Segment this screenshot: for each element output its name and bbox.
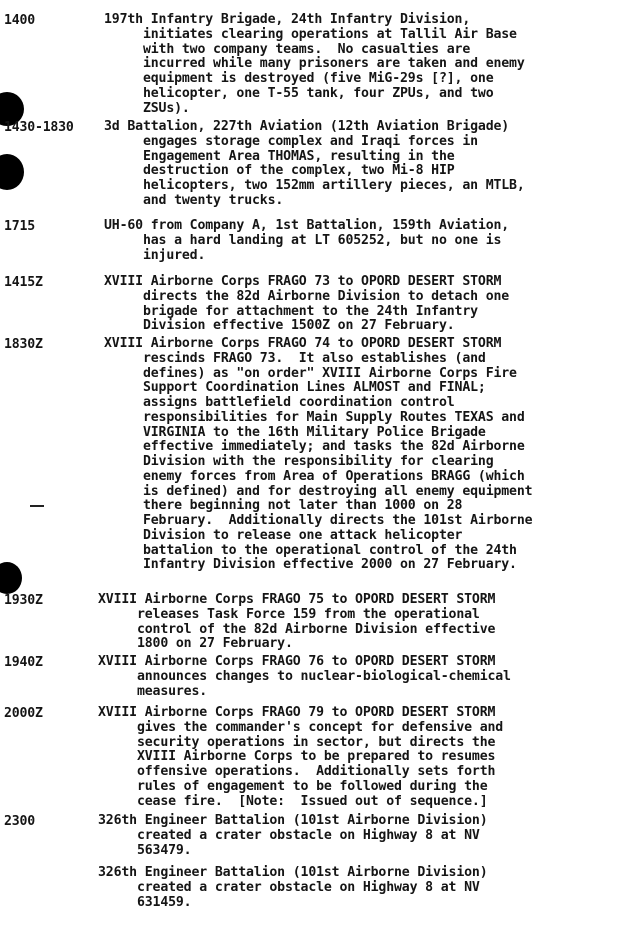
entry-time: 1415Z (4, 275, 43, 290)
entry-time: 2300 (4, 814, 35, 829)
scan-mark (30, 505, 44, 507)
entry-text: XVIII Airborne Corps FRAGO 75 to OPORD DESERT STORM releases Task Force 159 from the operational control of the 82d Airborne Division effective 1800 on 27 February. (98, 592, 496, 652)
entry-time: 1930Z (4, 593, 43, 608)
entry-time: 1830Z (4, 337, 43, 352)
entry-text: XVIII Airborne Corps FRAGO 76 to OPORD DESERT STORM announces changes to nuclear-biological-chemical measures. (98, 654, 511, 699)
entry-time: 1430-1830 (4, 120, 74, 135)
entry-time: 2000Z (4, 706, 43, 721)
entry-text: XVIII Airborne Corps FRAGO 73 to OPORD DESERT STORM directs the 82d Airborne Division to detach one brigade for attachment to the 24th Infantry Division effective 1500Z on 27 February. (104, 274, 510, 334)
entry-text: XVIII Airborne Corps FRAGO 79 to OPORD DESERT STORM gives the commander's concept for defensive and security operations in sector, but directs the XVIII Airborne Corps to be prepared to resumes offensive operations. Additionally sets forth rules of engagement to be followed during the cease fire. [Note: Issued out of sequence.] (98, 705, 504, 809)
entry-time: 1940Z (4, 655, 43, 670)
punch-hole-middle (0, 154, 24, 190)
entry-text: 3d Battalion, 227th Aviation (12th Aviation Brigade) engages storage complex and Iraqi forces in Engagement Area THOMAS, resulting in the destruction of the complex, two Mi-8 HIP helicopters, two 152mm artillery pieces, an MTLB, and twenty trucks. (104, 119, 525, 208)
punch-hole-bottom (0, 562, 22, 594)
entry-text: UH-60 from Company A, 1st Battalion, 159th Aviation, has a hard landing at LT 605252, but no one is injured. (104, 218, 510, 263)
entry-text: XVIII Airborne Corps FRAGO 74 to OPORD DESERT STORM rescinds FRAGO 73. It also establishes (and defines) as "on order" XVIII Airborne Corps Fire Support Coordination Lines ALMOST and FINAL; assigns battlefield coordination control responsibilities for Main Supply Routes TEXAS and VIRGINIA to the 16th Military Police Brigade effective immediately; and tasks the 82d Airborne Division with the responsibility for clearing enemy forces from Area of Operations BRAGG (which is defined) and for destroying all enemy equipment there beginning not later than 1000 on 28 February. Additionally directs the 101st Airborne Division to release one attack helicopter battalion to the operational control of the 24th Infantry Division effective 2000 on 27 February. (104, 336, 533, 573)
entry-text: 326th Engineer Battalion (101st Airborne Division) created a crater obstacle on Highway 8 at NV 563479. (98, 813, 488, 858)
entry-text: 326th Engineer Battalion (101st Airborne Division) created a crater obstacle on Highway 8 at NV 631459. (98, 865, 488, 910)
entry-time: 1715 (4, 219, 35, 234)
entry-time: 1400 (4, 13, 35, 28)
entry-text: 197th Infantry Brigade, 24th Infantry Division, initiates clearing operations at Tallil Air Base with two company teams. No casualties are incurred while many prisoners are taken and enemy equipment is destroyed (five MiG-29s [?], one helicopter, one T-55 tank, four ZPUs, and two ZSUs). (104, 12, 525, 116)
